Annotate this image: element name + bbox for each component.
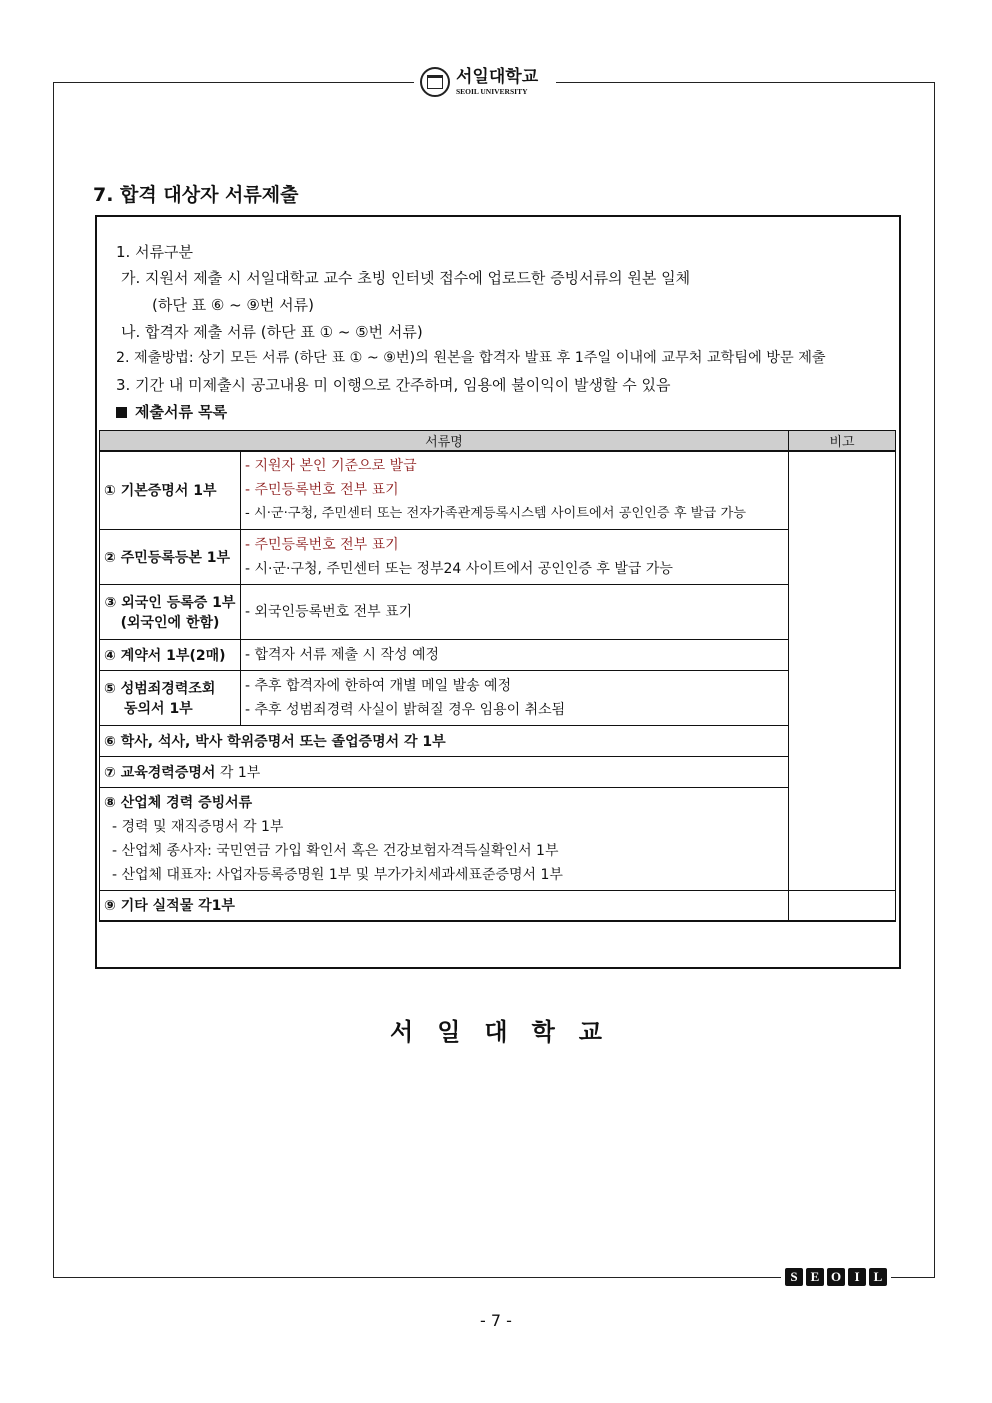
- university-logo: [414, 63, 556, 101]
- seoil-badge-logo: [781, 1268, 891, 1286]
- section-title: 7. 합격 대상자 서류제출: [93, 184, 299, 206]
- row-name-line: ③ 외국인 등록증 1부: [104, 594, 236, 611]
- row-name-rest: 각 1부: [215, 764, 261, 781]
- table-row: [100, 756, 896, 787]
- intro-line-3: (하단 표 ⑥ ~ ⑨번 서류): [152, 296, 314, 314]
- row-name: ② 주민등록등본 1부: [100, 529, 241, 584]
- row-name: ① 기본증명서 1부: [100, 451, 241, 529]
- detail-line: - 산업체 종사자: 국민연금 가입 확인서 혹은 건강보험자격득실확인서 1부: [112, 842, 559, 859]
- row-name-bold: ⑦ 교육경력증명서: [104, 764, 216, 781]
- intro-line-2: 가. 지원서 제출 시 서일대학교 교수 초빙 인터넷 접수에 업로드한 증빙서류의 원본 일체: [121, 269, 691, 287]
- row-name-line: ⑤ 성범죄경력조회: [104, 680, 216, 697]
- row-detail: [241, 529, 789, 584]
- table-row: [100, 584, 896, 639]
- table-row: [100, 529, 896, 584]
- footer-university-name: 서일대학교: [390, 1018, 626, 1046]
- row-name: ⑨ 기타 실적물 각1부: [100, 890, 789, 921]
- row-name: [100, 756, 789, 787]
- detail-line: - 시·군·구청, 주민센터 또는 전자가족관계등록시스템 사이트에서 공인인증 후 발급 가능: [245, 506, 746, 522]
- row-title: ⑧ 산업체 경력 증빙서류: [104, 794, 253, 811]
- row-detail: [100, 787, 789, 890]
- detail-line: - 지원자 본인 기준으로 발급: [245, 458, 417, 475]
- row-name-line: (외국인에 한함): [120, 614, 220, 631]
- table-row: [100, 725, 896, 756]
- university-seal-icon: [420, 67, 450, 97]
- badge-letter: I: [848, 1268, 866, 1286]
- row-name-line: 동의서 1부: [124, 700, 193, 717]
- row-name: [100, 584, 241, 639]
- documents-table: [99, 430, 896, 963]
- table-row: [100, 787, 896, 890]
- intro-line-1: 1. 서류구분: [116, 243, 194, 261]
- list-heading: [116, 401, 227, 422]
- col-header-note: 비고: [789, 431, 896, 452]
- detail-line: - 산업체 대표자: 사업자등록증명원 1부 및 부가가치세과세표준증명서 1부: [112, 866, 563, 883]
- intro-line-5: 2. 제출방법: 상기 모든 서류 (하단 표 ① ~ ⑨번)의 원본을 합격자 발표 후 1주일 이내에 교무처 교학팀에 방문 제출: [116, 350, 826, 366]
- detail-line: - 시·군·구청, 주민센터 또는 정부24 사이트에서 공인인증 후 발급 가능: [245, 560, 673, 577]
- detail-line: - 합격자 서류 제출 시 작성 예정: [245, 646, 440, 663]
- detail-line: - 외국인등록번호 전부 표기: [245, 603, 413, 620]
- col-header-name: 서류명: [100, 431, 789, 452]
- table-row: [100, 890, 896, 921]
- table-row: [100, 639, 896, 670]
- detail-line: - 추후 합격자에 한하여 개별 메일 발송 예정: [245, 677, 512, 694]
- badge-letter: L: [869, 1268, 887, 1286]
- row-detail: [241, 451, 789, 529]
- table-row: [100, 670, 896, 725]
- logo-korean-name: 서일대학교: [456, 66, 539, 87]
- badge-letter: S: [785, 1268, 803, 1286]
- table-row: [100, 451, 896, 529]
- detail-line: - 경력 및 재직증명서 각 1부: [112, 818, 284, 835]
- note-cell: [789, 890, 896, 921]
- logo-english-name: SEOIL UNIVERSITY: [456, 86, 528, 96]
- row-detail: [241, 670, 789, 725]
- row-name: ④ 계약서 1부(2매): [100, 639, 241, 670]
- intro-line-6: 3. 기간 내 미제출시 공고내용 미 이행으로 간주하며, 임용에 불이익이 발생할 수 있음: [116, 376, 671, 394]
- page-number: - 7 -: [480, 1311, 512, 1330]
- row-name: ⑥ 학사, 석사, 박사 학위증명서 또는 졸업증명서 각 1부: [100, 725, 789, 756]
- detail-line: - 주민등록번호 전부 표기: [245, 482, 399, 499]
- row-name: [100, 670, 241, 725]
- badge-letter: O: [827, 1268, 845, 1286]
- badge-letter: E: [806, 1268, 824, 1286]
- row-detail: [241, 584, 789, 639]
- table-bottom-spacer: [100, 921, 896, 963]
- detail-line: - 추후 성범죄경력 사실이 밝혀질 경우 임용이 취소됨: [245, 701, 566, 718]
- square-bullet-icon: [116, 407, 127, 418]
- intro-line-4: 나. 합격자 제출 서류 (하단 표 ① ~ ⑤번 서류): [121, 323, 423, 341]
- detail-line: - 주민등록번호 전부 표기: [245, 536, 399, 553]
- note-cell: [789, 451, 896, 890]
- row-detail: [241, 639, 789, 670]
- list-heading-text: 제출서류 목록: [135, 403, 228, 421]
